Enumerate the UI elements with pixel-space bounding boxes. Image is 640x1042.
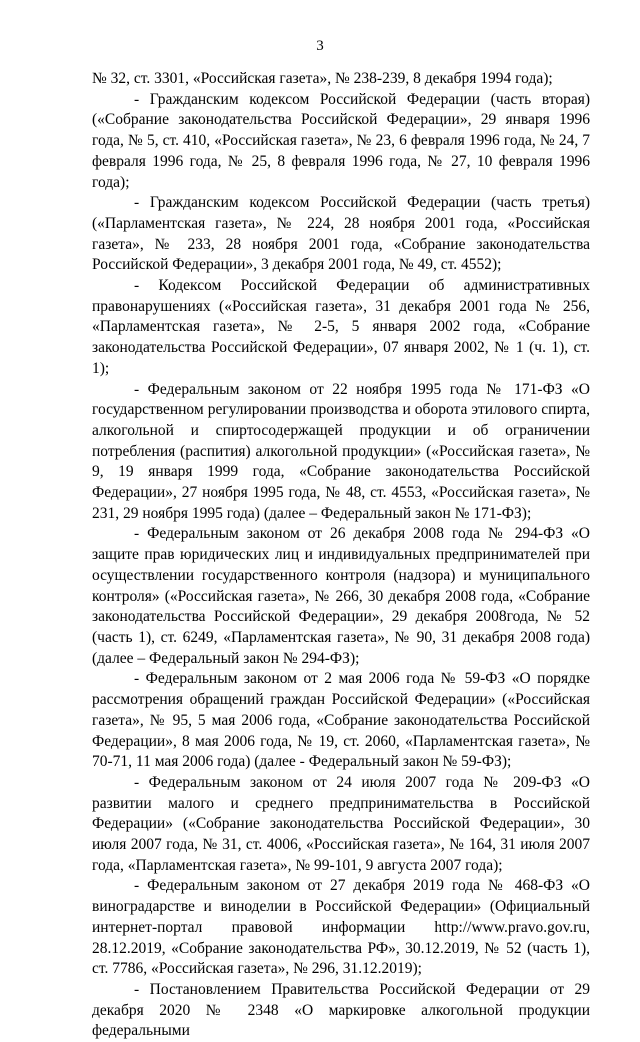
page-number: 3: [316, 38, 324, 54]
paragraph-federal-law-294: - Федеральным законом от 26 декабря 2008 года № 294-ФЗ «О защите прав юридических лиц и индивидуальных предпринимателей при осуществлении государственного контроля (надзора) и муниципального контроля» («Российская газета», № 266, 30 декабря 2008 года, «Собрание законодательства Российской Федерации», 29 декабря 2008года, № 52 (часть 1), ст. 6249, «Парламентская газета», № 90, 31 декабря 2008 года) (далее – Федеральный закон № 294-ФЗ);: [92, 525, 590, 667]
paragraph-federal-law-171: - Федеральным законом от 22 ноября 1995 года № 171-ФЗ «О государственном регулировании производства и оборота этилового спирта, алкогольной и спиртосодержащей продукции и об ограничении потребления (распития) алкогольной продукции» («Российская газета», № 9, 19 января 1999 года, «Собрание законодательства Российской Федерации», 27 ноября 1995 года, № 48, ст. 4553, «Российская газета», № 231, 29 ноября 1995 года) (далее – Федеральный закон № 171-ФЗ);: [92, 380, 590, 522]
paragraph-administrative-code: - Кодексом Российской Федерации об административных правонарушениях («Российская газета», 31 декабря 2001 года № 256, «Парламентская газета», № 2-5, 5 января 2002 года, «Собрание законодательства Российской Федерации», 07 января 2002, № 1 (ч. 1), ст. 1);: [92, 277, 590, 377]
paragraph-federal-law-468: - Федеральным законом от 27 декабря 2019 года № 468-ФЗ «О виноградарстве и виноделии в Российской Федерации» (Официальный интернет-портал правовой информации http://www.pravo.gov.ru, 28.12.2019, «Собрание законодательства РФ», 30.12.2019, № 52 (часть 1), ст. 7786, «Российская газета», № 296, 31.12.2019);: [92, 877, 590, 978]
paragraph-federal-law-59: - Федеральным законом от 2 мая 2006 года № 59-ФЗ «О порядке рассмотрения обращений граждан Российской Федерации» («Российская газета», № 95, 5 мая 2006 года, «Собрание законодательства Российской Федерации», 8 мая 2006 года, № 19, ст. 2060, «Парламентская газета», № 70-71, 11 мая 2006 года) (далее - Федеральный закон № 59-ФЗ);: [92, 670, 590, 771]
paragraph-civil-code-part-two: - Гражданским кодексом Российской Федерации (часть вторая) («Собрание законодательства Российской Федерации», 29 января 1996 года, № 5, ст. 410, «Российская газета», № 23, 6 февраля 1996 года, № 24, 7 февраля 1996 года, № 25, 8 февраля 1996 года, № 27, 10 февраля 1996 года);: [92, 90, 590, 191]
paragraph-continuation: № 32, ст. 3301, «Российская газета», № 238-239, 8 декабря 1994 года);: [92, 70, 553, 87]
paragraph-government-resolution-2348: - Постановлением Правительства Российской Федерации от 29 декабря 2020 № 2348 «О маркировке алкогольной продукции федеральными: [92, 980, 590, 1040]
paragraph-civil-code-part-three: - Гражданским кодексом Российской Федерации (часть третья) («Парламентская газета», № 224, 28 ноября 2001 года, «Российская газета», № 233, 28 ноября 2001 года, «Собрание законодательства Российской Федерации», 3 декабря 2001 года, № 49, ст. 4552);: [92, 194, 590, 274]
document-body: [92, 69, 590, 1042]
paragraph-federal-law-209: - Федеральным законом от 24 июля 2007 года № 209-ФЗ «О развитии малого и среднего предпринимательства в Российской Федерации» («Собрание законодательства Российской Федерации», 30 июля 2007 года, № 31, ст. 4006, «Российская газета», № 164, 31 июля 2007 года, «Парламентская газета», № 99-101, 9 августа 2007 года);: [92, 773, 590, 874]
